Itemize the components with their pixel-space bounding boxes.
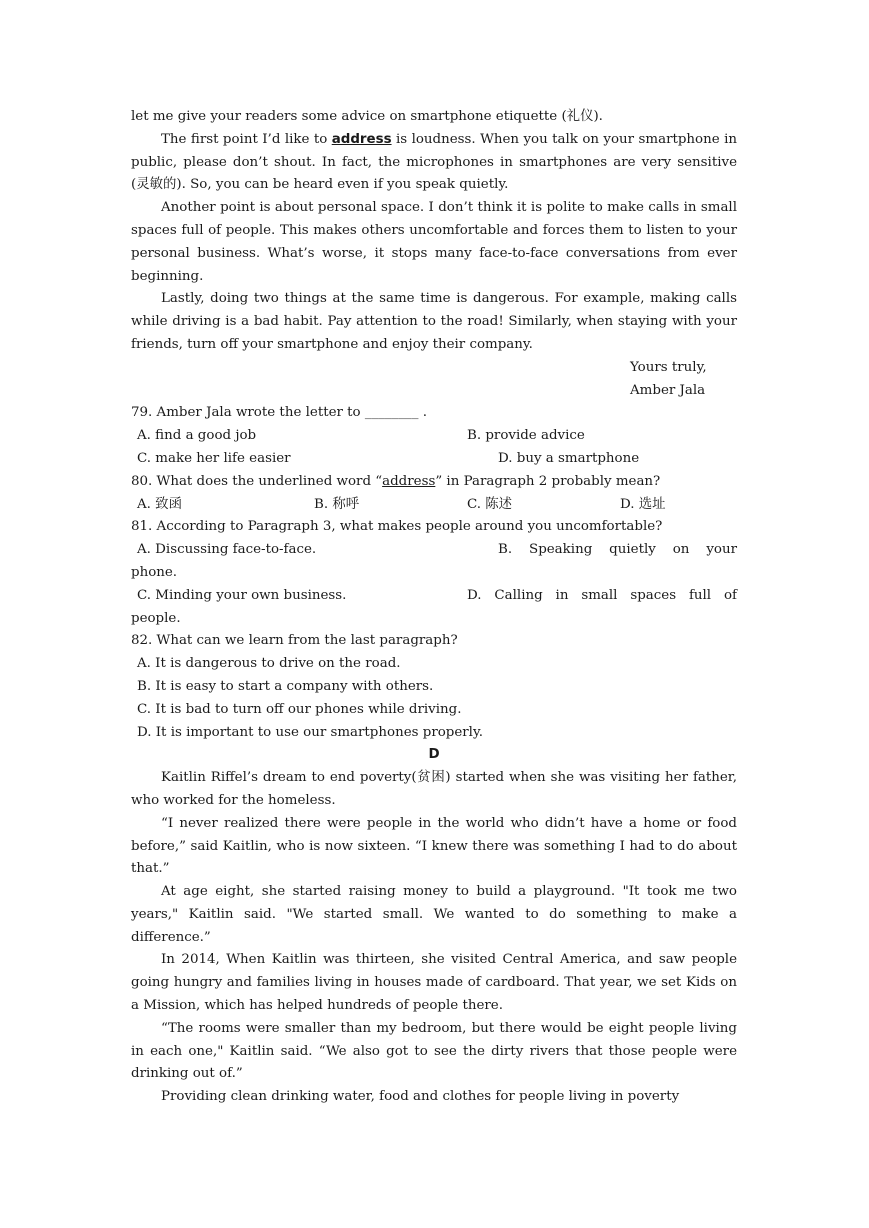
- section-d-heading: D: [428, 747, 440, 763]
- document-page: [131, 106, 737, 1109]
- question-80-options: [131, 494, 737, 517]
- stem-text: 80. What does the underlined word “: [131, 473, 383, 489]
- letter-closing: Yours truly,: [630, 359, 707, 375]
- stem-text: ” in Paragraph 2 probably mean?: [435, 473, 661, 489]
- option-a: A. Discussing face-to-face.: [137, 542, 317, 558]
- question-79-stem: 79. Amber Jala wrote the letter to ________ .: [131, 405, 427, 421]
- option-c: C. 陈述: [467, 496, 513, 512]
- option-d: D. Calling in small spaces full of: [467, 587, 737, 603]
- option-c: C. make her life easier: [137, 450, 291, 466]
- underlined-word-address: address: [331, 131, 392, 147]
- passage-d-paragraph-1: Kaitlin Riffel’s dream to end poverty(贫困) started when she was visiting her father, who worked for the homeless.: [131, 770, 737, 808]
- option-b: B. It is easy to start a company with others.: [137, 678, 434, 694]
- question-82-option-c: [131, 699, 737, 722]
- question-79-options-row1: [131, 425, 737, 448]
- option-d: D. It is important to use our smartphones properly.: [137, 724, 483, 740]
- passage-d-paragraph-5: “The rooms were smaller than my bedroom, but there would be eight people living in each one," Kaitlin said. “We also got to see the dirty rivers that those people were drinking out of.”: [131, 1020, 737, 1082]
- letter-intro: let me give your readers some advice on smartphone etiquette (礼仪).: [131, 109, 603, 124]
- option-d: D. buy a smartphone: [498, 450, 640, 466]
- passage-d-paragraph-2: “I never realized there were people in the world who didn’t have a home or food before,” said Kaitlin, who is now sixteen. “I knew there was something I had to do about that.”: [131, 815, 737, 877]
- underlined-word-address: address: [382, 473, 436, 489]
- option-c: C. It is bad to turn off our phones while driving.: [137, 701, 462, 717]
- letter-paragraph-4: Lastly, doing two things at the same time is dangerous. For example, making calls while driving is a bad habit. Pay attention to the road! Similarly, when staying with your friends, turn off your smartphone and enjoy their company.: [131, 291, 737, 352]
- question-81-option-d-wrap: people.: [131, 610, 181, 626]
- passage-d-paragraph-6: Providing clean drinking water, food and clothes for people living in poverty: [161, 1089, 680, 1105]
- letter-signature: Amber Jala: [630, 382, 706, 398]
- option-b: B. Speaking quietly on your: [498, 542, 737, 558]
- passage-d-paragraph-3: At age eight, she started raising money to build a playground. "It took me two years," Kaitlin said. "We started small. We wanted to do something to make a difference.”: [131, 884, 737, 945]
- question-82-stem: 82. What can we learn from the last paragraph?: [131, 633, 458, 649]
- paragraph-text: The first point I’d like to: [161, 131, 332, 147]
- question-82-option-d: [131, 722, 737, 745]
- option-c: C. Minding your own business.: [137, 587, 347, 603]
- question-81-option-b-wrap: phone.: [131, 564, 178, 580]
- question-80-stem: [131, 471, 737, 494]
- question-82-option-b: [131, 676, 737, 699]
- option-a: A. It is dangerous to drive on the road.: [137, 656, 401, 672]
- question-81-stem: 81. According to Paragraph 3, what makes people around you uncomfortable?: [131, 519, 663, 535]
- question-81-options-row2: [131, 585, 737, 608]
- paragraph-text: is loudness. When you talk on your smartphone in public, please don’t shout. In fact, the microphones in smartphones are very sensitive (灵敏的). So, you can be heard even if you speak quietly.: [131, 131, 737, 193]
- option-a: A. 致函: [137, 496, 182, 512]
- letter-paragraph-3: Another point is about personal space. I don’t think it is polite to make calls in small spaces full of people. This makes others uncomfortable and forces them to listen to your personal business. What’s worse, it stops many face-to-face conversations from ever beginning.: [131, 200, 737, 284]
- option-d: D. 选址: [620, 496, 666, 512]
- question-82-option-a: [131, 653, 737, 676]
- option-a: A. find a good job: [137, 428, 257, 444]
- question-79-options-row2: [131, 448, 737, 471]
- question-81-options-row1: [131, 539, 737, 562]
- option-b: B. provide advice: [467, 428, 585, 444]
- passage-d-paragraph-4: In 2014, When Kaitlin was thirteen, she visited Central America, and saw people going hungry and families living in houses made of cardboard. That year, we set Kids on a Mission, which has helped hundreds of people there.: [131, 952, 737, 1014]
- option-b: B. 称呼: [314, 496, 360, 512]
- letter-paragraph-2: [131, 129, 737, 197]
